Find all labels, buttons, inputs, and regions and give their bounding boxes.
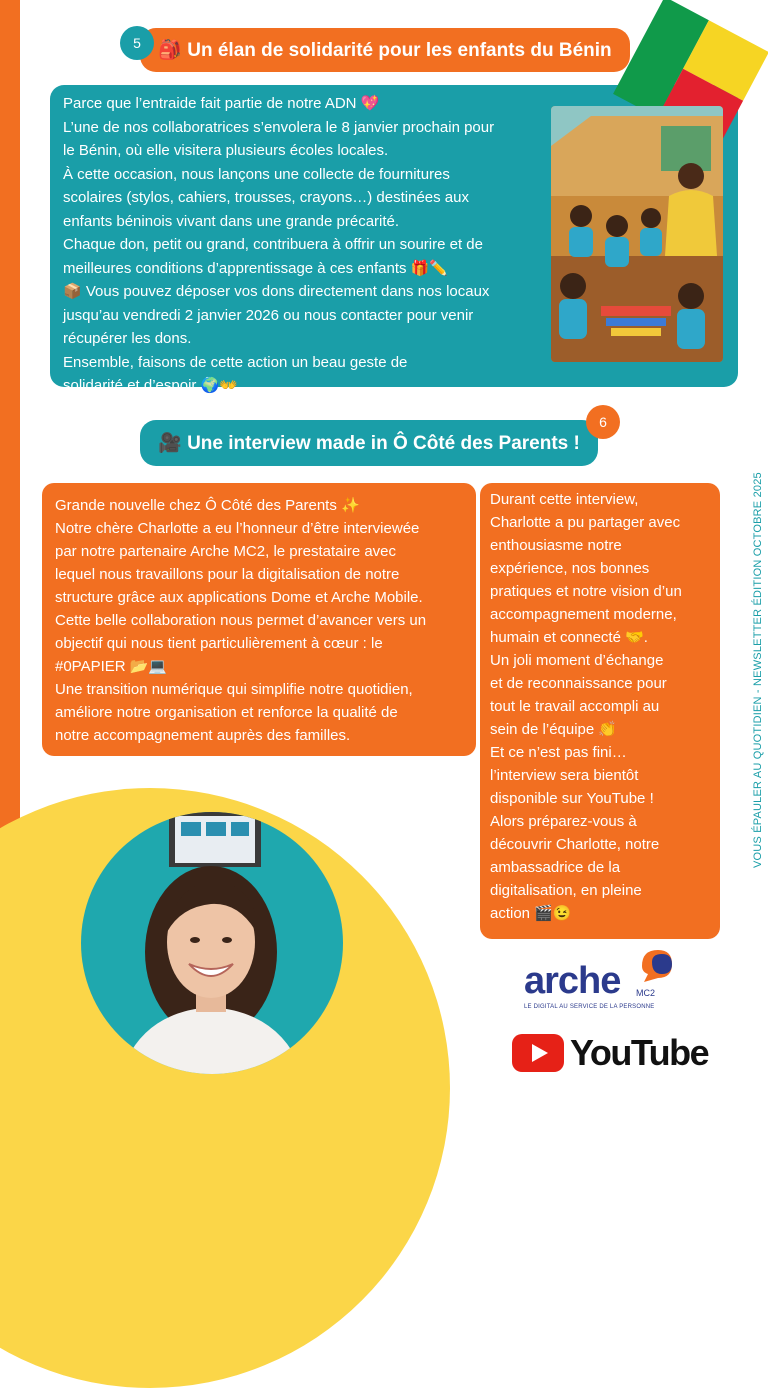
newsletter-edition-label: VOUS ÉPAULER AU QUOTIDIEN - NEWSLETTER ÉDITION OCTOBRE 2025 — [752, 472, 764, 868]
youtube-logo — [512, 1030, 709, 1076]
interview-line: améliore notre organisation et renforce la qualité de — [55, 704, 398, 721]
interview-line: sein de l’équipe 👏 — [490, 721, 618, 738]
interview-line: l’interview sera bientôt — [490, 767, 639, 784]
interview-line: Grande nouvelle chez Ô Côté des Parents ✨ — [55, 497, 360, 514]
interview-line: digitalisation, en pleine — [490, 882, 642, 899]
solidarity-line: 📦 Vous pouvez déposer vos dons directement dans nos locaux — [63, 283, 490, 300]
solidarity-line: récupérer les dons. — [63, 330, 192, 347]
solidarity-line: jusqu’au vendredi 2 janvier 2026 ou nous contacter pour venir — [63, 306, 474, 324]
interview-line: Une transition numérique qui simplifie notre quotidien, — [55, 681, 413, 698]
interview-line: objectif qui nous tient particulièrement à cœur : le — [55, 635, 383, 652]
section-5-title: 🎒 Un élan de solidarité pour les enfants du Bénin — [140, 28, 630, 72]
arche-wordmark: arche — [524, 960, 621, 1002]
youtube-wordmark: YouTube — [570, 1032, 709, 1073]
interview-line: pratiques et notre vision d’un — [490, 583, 682, 600]
section-6-title: 🎥 Une interview made in Ô Côté des Parents ! — [140, 420, 598, 466]
section-5-number-badge: 5 — [120, 26, 154, 60]
solidarity-line: Ensemble, faisons de cette action un beau geste de — [63, 353, 408, 371]
arche-mc2-logo — [520, 946, 690, 1016]
interview-line: découvrir Charlotte, notre — [490, 836, 660, 853]
interview-line: disponible sur YouTube ! — [490, 790, 654, 807]
solidarity-line: À cette occasion, nous lançons une collecte de fournitures — [63, 165, 450, 183]
solidarity-line: Parce que l’entraide fait partie de notre ADN 💖 — [63, 95, 380, 112]
interview-line: accompagnement moderne, — [490, 606, 677, 623]
interview-line: Alors préparez-vous à — [490, 813, 637, 830]
interview-line: Cette belle collaboration nous permet d’avancer vers un — [55, 612, 427, 629]
interview-line: #0PAPIER 📂💻 — [55, 658, 168, 675]
solidarity-line: scolaires (stylos, cahiers, trousses, crayons…) destinées aux — [63, 189, 469, 206]
interview-line: tout le travail accompli au — [490, 698, 660, 715]
section-6-number-badge: 6 — [586, 405, 620, 439]
arche-mc2-label: MC2 — [636, 988, 656, 998]
solidarity-text — [63, 92, 553, 398]
interview-line: action 🎬😉 — [490, 905, 572, 922]
interview-text-left — [55, 494, 475, 747]
interview-line: Et ce n’est pas fini… — [490, 744, 627, 761]
interview-text-right — [490, 488, 718, 925]
interview-line: Un joli moment d’échange — [490, 652, 664, 669]
interview-line: par notre partenaire Arche MC2, le prestataire avec — [55, 543, 397, 560]
interview-line: notre accompagnement auprès des familles. — [55, 727, 351, 744]
youtube-play-icon — [512, 1034, 564, 1072]
classroom-illustration — [551, 106, 723, 362]
interview-line: ambassadrice de la — [490, 859, 621, 876]
solidarity-line: meilleures conditions d’apprentissage à ces enfants 🎁✏️ — [63, 259, 449, 277]
interview-line: Charlotte a pu partager avec — [490, 514, 681, 531]
interview-line: expérience, nos bonnes — [490, 560, 650, 577]
interview-line: et de reconnaissance pour — [490, 675, 667, 692]
interview-line: humain et connecté 🤝. — [490, 629, 648, 646]
solidarity-line: solidarité et d’espoir 🌍👐 — [63, 377, 238, 394]
solidarity-line: Chaque don, petit ou grand, contribuera à offrir un sourire et de — [63, 236, 483, 253]
solidarity-line: enfants béninois vivant dans une grande précarité. — [63, 212, 400, 230]
left-accent-bar — [0, 0, 20, 848]
interview-line: enthousiasme notre — [490, 537, 622, 554]
arche-bubble-icon — [638, 946, 676, 984]
interview-line: Durant cette interview, — [490, 491, 639, 508]
solidarity-line: le Bénin, où elle visitera plusieurs écoles locales. — [63, 142, 389, 159]
interview-line: lequel nous travaillons pour la digitalisation de notre — [55, 566, 400, 583]
arche-tagline: LE DIGITAL AU SERVICE DE LA PERSONNE — [524, 1004, 655, 1010]
interview-line: structure grâce aux applications Dome et Arche Mobile. — [55, 589, 423, 606]
interview-line: Notre chère Charlotte a eu l’honneur d’être interviewée — [55, 520, 420, 537]
solidarity-line: L’une de nos collaboratrices s’envolera le 8 janvier prochain pour — [63, 118, 495, 136]
charlotte-portrait-photo — [81, 812, 343, 1074]
